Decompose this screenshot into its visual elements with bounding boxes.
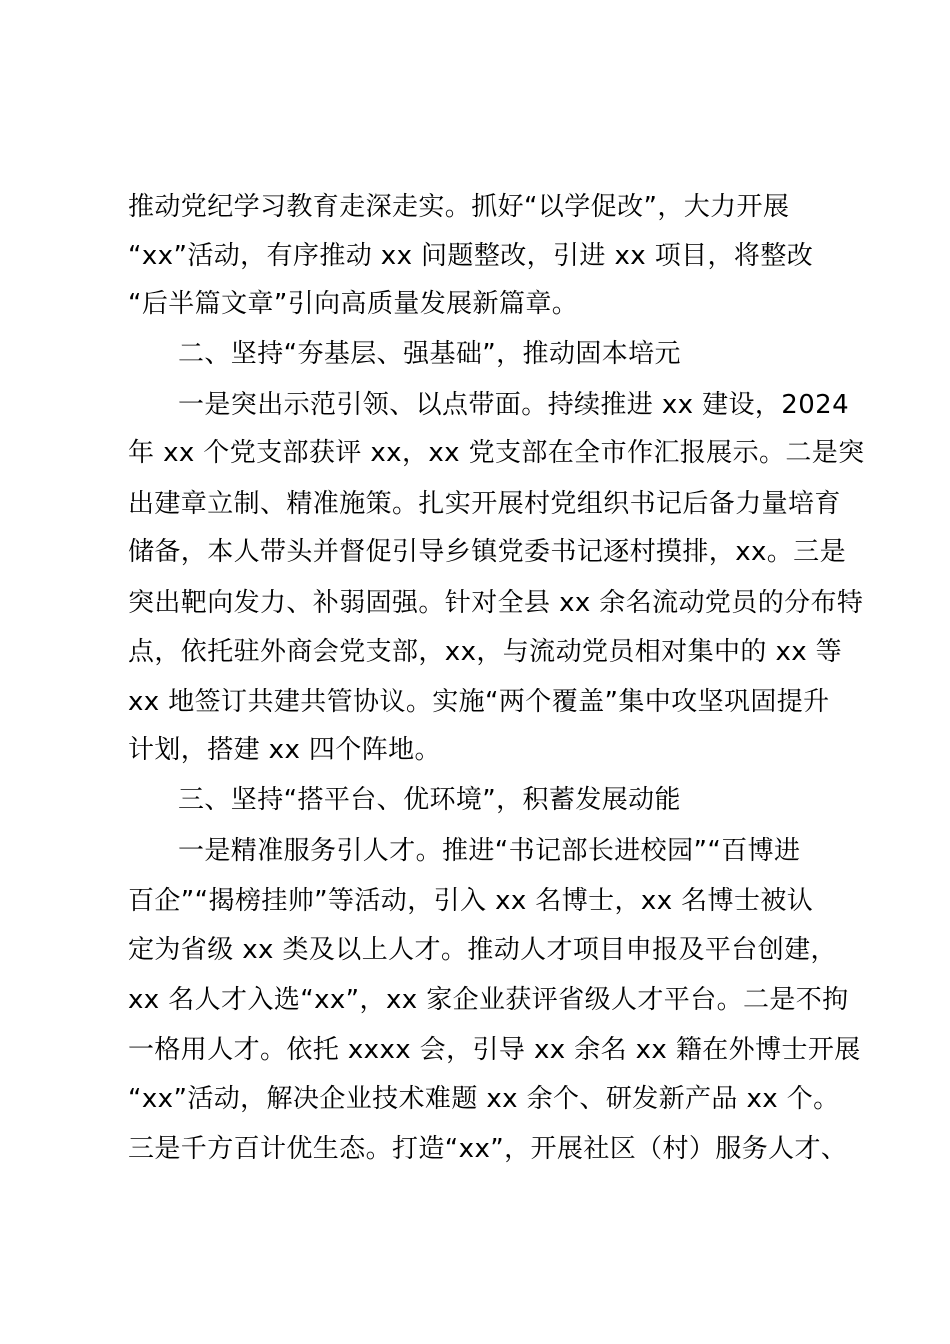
paragraph-line: 定为省级 xx 类及以上人才。推动人才项目申报及平台创建，: [128, 935, 837, 965]
paragraph-line: 一是精准服务引人才。推进“书记部长进校园”“百博进: [178, 836, 801, 866]
section-heading-3: 三、坚持“搭平台、优环境”，积蓄发展动能: [178, 785, 681, 815]
paragraph-line: 点，依托驻外商会党支部，xx，与流动党员相对集中的 xx 等: [128, 637, 843, 667]
paragraph-line: 推动党纪学习教育走深走实。抓好“以学促改”，大力开展: [128, 192, 790, 222]
paragraph-line: 计划，搭建 xx 四个阵地。: [128, 735, 441, 765]
paragraph-line: xx 地签订共建共管协议。实施“两个覆盖”集中攻坚巩固提升: [128, 687, 830, 717]
paragraph-line: 百企”“揭榜挂帅”等活动，引入 xx 名博士，xx 名博士被认: [128, 886, 814, 916]
paragraph-line: “xx”活动，有序推动 xx 问题整改，引进 xx 项目，将整改: [128, 241, 814, 271]
paragraph-line: 储备，本人带头并督促引导乡镇党委书记逐村摸排，xx。三是: [128, 537, 846, 567]
paragraph-line: 年 xx 个党支部获评 xx，xx 党支部在全市作汇报展示。二是突: [128, 438, 865, 468]
paragraph-line: 一格用人才。依托 xxxx 会，引导 xx 余名 xx 籍在外博士开展: [128, 1035, 861, 1065]
paragraph-line: 一是突出示范引领、以点带面。持续推进 xx 建设，2024: [178, 390, 850, 420]
paragraph-line: “后半篇文章”引向高质量发展新篇章。: [128, 289, 579, 319]
paragraph-line: “xx”活动，解决企业技术难题 xx 余个、研发新产品 xx 个。: [128, 1084, 840, 1114]
paragraph-line: 突出靶向发力、补弱固强。针对全县 xx 余名流动党员的分布特: [128, 588, 864, 618]
section-heading-2: 二、坚持“夯基层、强基础”，推动固本培元: [178, 339, 681, 369]
paragraph-line: 三是千方百计优生态。打造“xx”，开展社区（村）服务人才、: [128, 1134, 848, 1164]
paragraph-line: xx 名人才入选“xx”，xx 家企业获评省级人才平台。二是不拘: [128, 985, 849, 1015]
paragraph-line: 出建章立制、精准施策。扎实开展村党组织书记后备力量培育: [128, 489, 841, 519]
